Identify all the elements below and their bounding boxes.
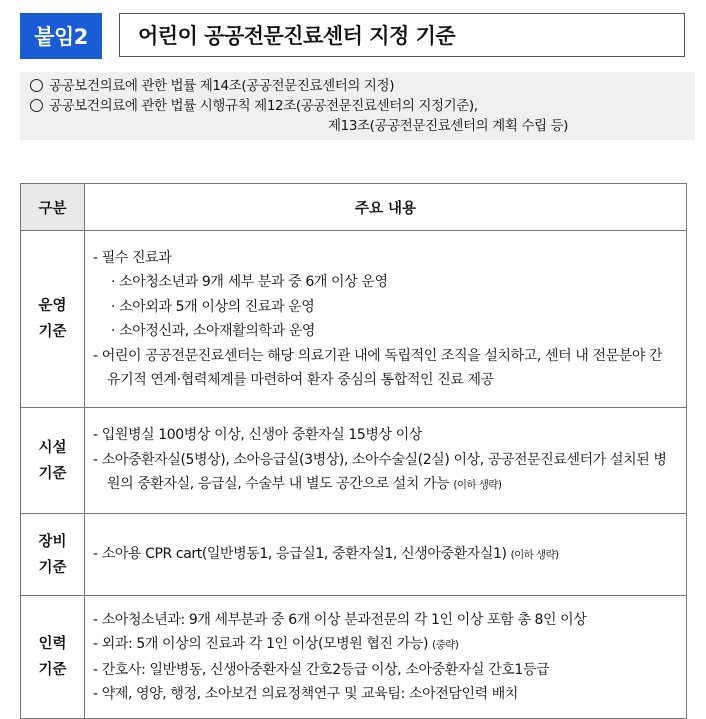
list-item: - 소아용 CPR cart(일반병동1, 응급실1, 중환자실1, 신생아중환자실1) (이하 생략) (93, 545, 559, 562)
circle-bullet-icon (30, 79, 43, 92)
list-item: - 간호사: 일반병동, 신생아중환자실 간호2등급 이상, 소아중환자실 간호1등급 (93, 661, 550, 678)
reference-line: 공공보건의료에 관한 법률 시행규칙 제12조(공공전문진료센터의 지정기준), (30, 96, 685, 116)
row-content-facility (85, 408, 687, 514)
list-item: - 입원병실 100병상 이상, 신생아 중환자실 15병상 이상 (93, 427, 422, 444)
reference-line-continuation: 제13조(공공전문진료센터의 계획 수립 등) (328, 118, 569, 134)
list-item: - 외과: 5개 이상의 진료과 각 1인 이상(모병원 협진 가능) (중략) (93, 636, 459, 652)
list-item: - 약제, 영양, 행정, 소아보건 의료정책연구 및 교육팀: 소아전담인력 배치 (93, 686, 519, 702)
list-item: - 소아중환자실(5병상), 소아응급실(3병상), 소아수술실(2실) 이상, 공공전문진료센터가 설치된 병원의 중환자실, 응급실, 수술부 내 별도 공간으로 설치 가능 (이하 생략) (93, 451, 667, 493)
circle-bullet-icon (30, 99, 43, 112)
header-content: 주요 내용 (85, 184, 687, 231)
header-category: 구분 (21, 184, 85, 231)
row-label-staff: 인력 기준 (21, 596, 85, 719)
row-content-operation (85, 231, 687, 408)
list-item: - 어린이 공공전문진료센터는 해당 의료기관 내에 독립적인 조직을 설치하고, 센터 내 전문분야 간 유기적 연계·협력체계를 마련하여 환자 중심의 통합적인 진료 제공 (93, 347, 663, 388)
table-row (21, 408, 687, 514)
list-item: - 필수 진료과 (93, 249, 172, 266)
row-label-facility: 시설 기준 (21, 408, 85, 514)
row-label-equipment: 장비 기준 (21, 514, 85, 596)
omission-note: (중략) (432, 639, 459, 651)
list-subitem: · 소아외과 5개 이상의 진료과 운영 (111, 298, 315, 315)
list-subitem: · 소아청소년과 9개 세부 분과 중 6개 이상 운영 (111, 274, 388, 290)
row-content-equipment (85, 514, 687, 596)
table-row (21, 514, 687, 596)
table-header-row (21, 184, 687, 231)
row-content-staff (85, 596, 687, 719)
list-item: - 소아청소년과: 9개 세부분과 중 6개 이상 분과전문의 각 1인 이상 포함 총 8인 이상 (93, 611, 587, 628)
page-title: 어린이 공공전문진료센터 지정 기준 (119, 13, 685, 57)
reference-box (20, 72, 695, 140)
attachment-badge: 붙임2 (20, 13, 102, 59)
omission-note: (이하 생략) (453, 479, 502, 492)
list-subitem: · 소아정신과, 소아재활의학과 운영 (111, 323, 315, 339)
omission-note: (이하 생략) (510, 548, 559, 561)
row-label-operation: 운영 기준 (21, 231, 85, 408)
table-row (21, 231, 687, 408)
reference-line: 공공보건의료에 관한 법률 제14조(공공전문진료센터의 지정) (30, 76, 685, 96)
criteria-table (20, 183, 687, 719)
table-row (21, 596, 687, 719)
